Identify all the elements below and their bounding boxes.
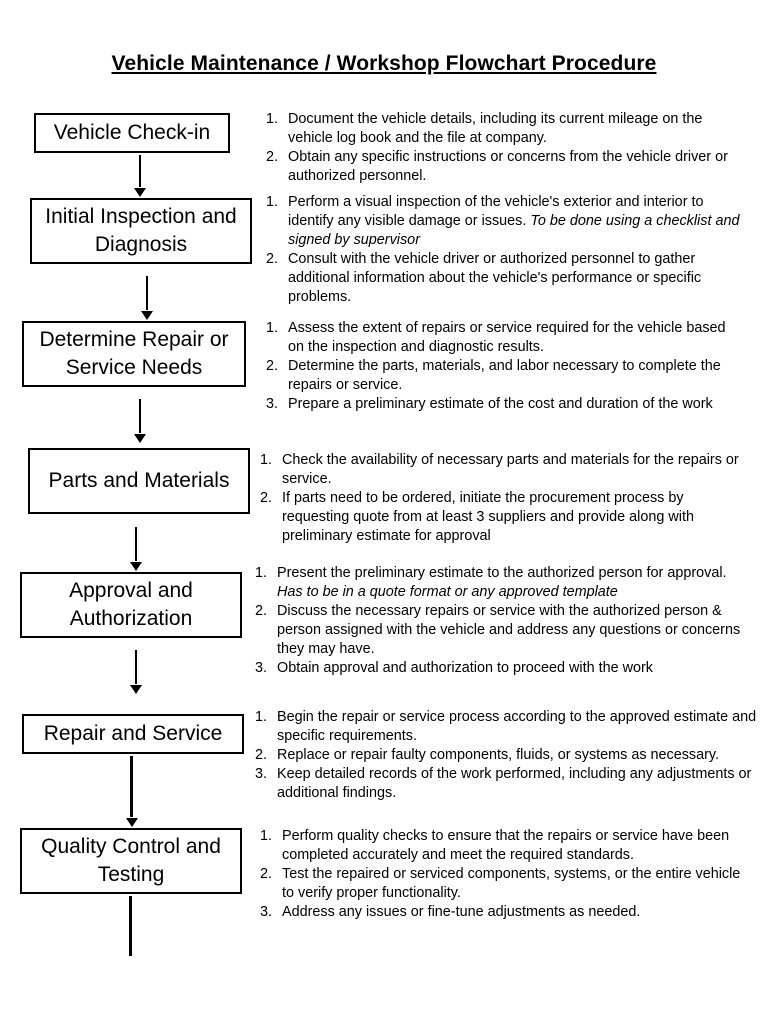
list-item <box>262 148 742 186</box>
steps-quality-control <box>256 827 742 922</box>
step-text: Document the vehicle details, including its current mileage on the vehicle log book and the file at company. <box>288 111 703 146</box>
step-text: Check the availability of necessary parts and materials for the repairs or service. <box>282 452 739 487</box>
list-item <box>262 395 742 414</box>
step-number: 2. <box>266 358 279 374</box>
stage-label: Repair and Service <box>43 722 223 745</box>
step-number: 1. <box>266 194 279 210</box>
stage-box-determine-repair <box>22 321 246 387</box>
step-text: Keep detailed records of the work performed, including any adjustments or additional findings. <box>277 766 752 801</box>
list-item <box>251 746 757 765</box>
step-number: 2. <box>255 603 268 619</box>
step-text: Present the preliminary estimate to the authorized person for approval. <box>277 565 727 581</box>
list-item <box>251 708 757 746</box>
list-item <box>262 319 742 357</box>
step-number: 3. <box>266 396 279 412</box>
step-number: 1. <box>260 828 273 844</box>
list-item <box>262 193 748 250</box>
step-text: Assess the extent of repairs or service required for the vehicle based on the inspection and diagnostic results. <box>288 320 726 355</box>
document-title: Vehicle Maintenance / Workshop Flowchart Procedure <box>111 52 657 75</box>
step-text: Address any issues or fine-tune adjustments as needed. <box>282 904 641 920</box>
list-item <box>262 250 748 307</box>
stage-box-initial-inspection <box>30 198 252 264</box>
step-text: Discuss the necessary repairs or service with the authorized person & person assigned with the vehicle and address any questions or concerns they may have. <box>277 603 741 657</box>
step-text: Perform quality checks to ensure that the repairs or service have been completed accurately and meet the required standards. <box>282 828 730 863</box>
steps-repair-service <box>251 708 757 803</box>
step-text: Obtain approval and authorization to proceed with the work <box>277 660 653 676</box>
stage-label: Approval and Authorization <box>69 579 193 630</box>
list-item <box>262 110 742 148</box>
stage-box-repair-service <box>22 714 244 754</box>
list-item <box>256 451 742 489</box>
list-item <box>251 659 741 678</box>
list-item <box>262 357 742 395</box>
step-text: Test the repaired or serviced components, systems, or the entire vehicle to verify proper functionality. <box>282 866 741 901</box>
stage-box-parts-materials <box>28 448 250 514</box>
list-item <box>256 903 742 922</box>
steps-initial-inspection <box>262 193 748 307</box>
list-item <box>256 827 742 865</box>
step-text: Begin the repair or service process according to the approved estimate and specific requirements. <box>277 709 757 744</box>
stage-box-approval <box>20 572 242 638</box>
step-text: Perform a visual inspection of the vehicle's exterior and interior to identify any visible damage or issues. <box>288 194 704 229</box>
stage-label: Vehicle Check-in <box>53 121 211 144</box>
step-text: Obtain any specific instructions or concerns from the vehicle driver or authorized personnel. <box>288 149 728 184</box>
step-number: 1. <box>255 565 268 581</box>
list-item <box>251 765 757 803</box>
step-text: If parts need to be ordered, initiate the procurement process by requesting quote from at least 3 suppliers and provide along with preliminary estimate for approval <box>282 490 694 544</box>
step-number: 2. <box>255 747 268 763</box>
stage-box-vehicle-check-in <box>34 113 230 153</box>
steps-parts-materials <box>256 451 742 546</box>
stage-box-quality-control <box>20 828 242 894</box>
steps-determine-repair <box>262 319 742 414</box>
flow-continuation-line <box>129 896 132 956</box>
step-note: Has to be in a quote format or any approved template <box>277 584 618 600</box>
step-text: Consult with the vehicle driver or authorized personnel to gather additional information about the vehicle's performance or specific problems. <box>288 251 702 305</box>
step-number: 1. <box>266 320 279 336</box>
list-item <box>256 865 742 903</box>
step-number: 3. <box>255 660 268 676</box>
stage-label: Parts and Materials <box>48 469 230 492</box>
step-text: Determine the parts, materials, and labor necessary to complete the repairs or service. <box>288 358 721 393</box>
step-number: 2. <box>260 866 273 882</box>
step-number: 1. <box>260 452 273 468</box>
list-item <box>251 602 741 659</box>
list-item <box>251 564 741 602</box>
step-number: 2. <box>260 490 273 506</box>
step-number: 1. <box>255 709 268 725</box>
step-number: 3. <box>255 766 268 782</box>
stage-label: Initial Inspection and Diagnosis <box>45 205 237 256</box>
step-number: 2. <box>266 251 279 267</box>
step-note: To be done using a checklist and signed by supervisor <box>288 213 740 248</box>
steps-approval <box>251 564 741 678</box>
step-text: Prepare a preliminary estimate of the cost and duration of the work <box>288 396 713 412</box>
step-number: 1. <box>266 111 279 127</box>
step-text: Replace or repair faulty components, fluids, or systems as necessary. <box>277 747 720 763</box>
step-number: 2. <box>266 149 279 165</box>
stage-label: Determine Repair or Service Needs <box>39 328 229 379</box>
steps-vehicle-check-in <box>262 110 742 186</box>
list-item <box>256 489 742 546</box>
step-number: 3. <box>260 904 273 920</box>
stage-label: Quality Control and Testing <box>41 835 221 886</box>
